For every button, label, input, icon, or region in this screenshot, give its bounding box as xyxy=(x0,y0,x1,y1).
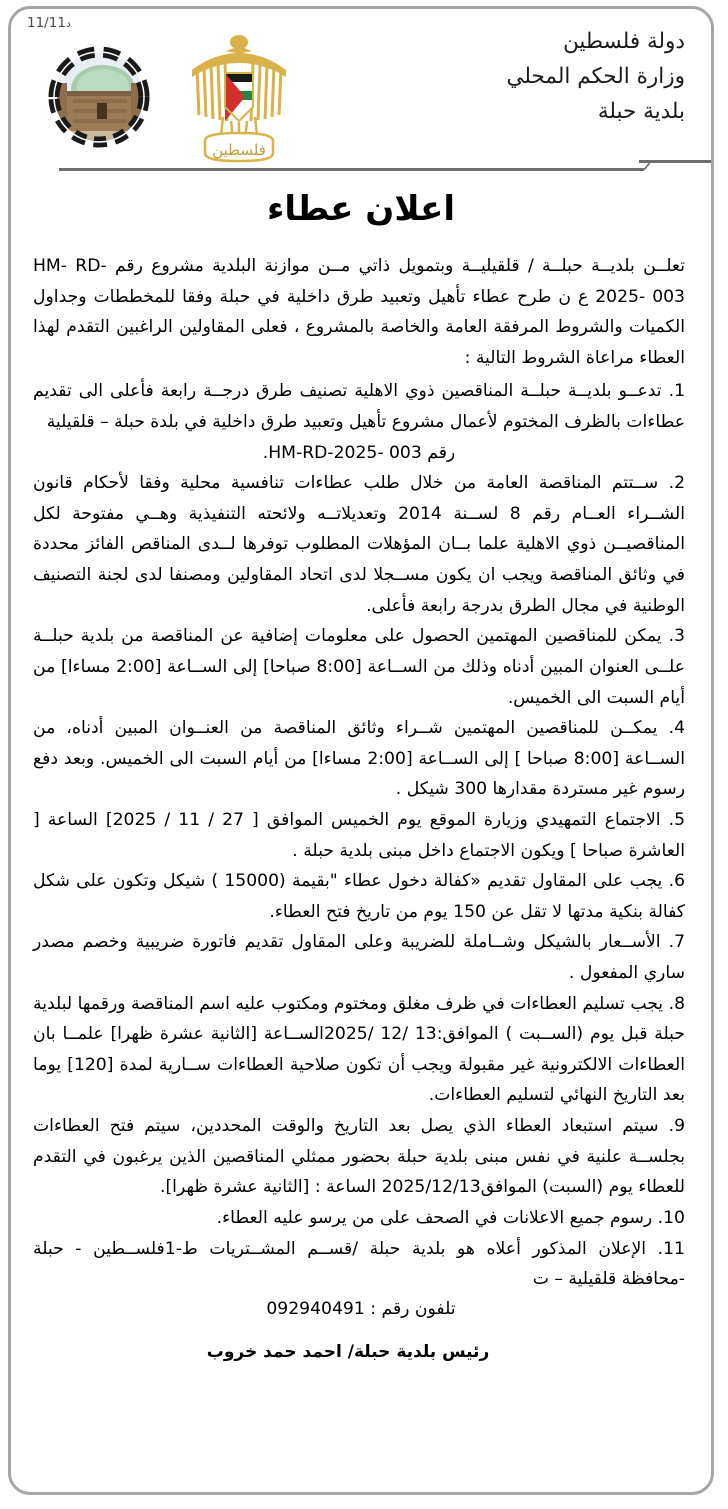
clause-9-text: سيتم استبعاد العطاء الذي يصل بعد التاريخ والوقت المحددين، سيتم فتح العطاءات بجلســة علنية في نفس مبنى بلدية حبلة بحضور ممثلي المناقصين الذين يرغبون في التقدم للعطاء يوم (السبت) الموافق2025/12/13 الساعة : [الثانية عشرة ظهرا]. xyxy=(33,1116,685,1198)
clause-1-number: 1. xyxy=(668,381,685,402)
habla-municipality-logo-icon xyxy=(33,31,165,163)
clause-10 xyxy=(33,1203,685,1234)
page-title: اعلان عطاء xyxy=(266,189,456,229)
clause-11-number: 11. xyxy=(657,1238,685,1259)
palestine-eagle-emblem-icon xyxy=(187,29,291,169)
clause-2-text: ســتتم المناقصة العامة من خلال طلب عطاءات تنافسية محلية وفقا لأحكام قانون الشــراء العــام رقم 8 لســنة 2014 وتعديلاتــه ولائحته التنفيذية وهــي مفتوحة لكل المناقصيــن ذوي الاهلية علما بــان المؤهلات المطلوب توفرها لــدى المناقص الفائز محددة في وثائق المناقصة ويجب ان يكون مســجلا لدى اتحاد المقاولين ومصنفا لدى لجنة التصنيف الوطنية في مجال الطرق بدرجة رابعة فأعلى. xyxy=(33,473,686,616)
clause-10-text: رسوم جميع الاعلانات في الصحف على من يرسو عليه العطاء. xyxy=(216,1207,653,1228)
clause-4 xyxy=(33,713,685,805)
divider-segment-left xyxy=(59,168,644,171)
eagle-scroll-text: فلسطين xyxy=(212,141,266,159)
ministry-heading xyxy=(506,25,685,129)
page-marker-suffix: د xyxy=(65,17,71,30)
clause-9-number: 9. xyxy=(668,1116,685,1137)
clause-11 xyxy=(33,1234,685,1295)
clause-3 xyxy=(33,621,685,713)
signature-line: رئيس بلدية حبلة/ احمد حمد خروب xyxy=(206,1341,490,1362)
intro-paragraph: تعلــن بلديــة حبلــة / قلقيليــة وبتمويل ذاتي مــن موازنة البلدية مشروع رقم HM- RD-2025- 003 ع ن طرح عطاء تأهيل وتعبيد طرق داخلية في حبلة وفقا للمخططات وجداول الكميات والشروط المرفقة العامة والخاصة بالمشروع ، فعلى المقاولين الراغبين التقدم لهذا العطاء مراعاة الشروط التالية : xyxy=(33,256,685,368)
clause-6-text: يجب على المقاول تقديم «كفالة دخول عطاء "بقيمة (15000 ) شيكل وتكون على شكل كفالة بنكية مدتها لا تقل عن 150 يوم من تاريخ فتح العطاء. xyxy=(33,871,685,922)
clause-4-text: يمكــن للمناقصين المهتمين شــراء وثائق المناقصة من العنــوان المبين أدناه، من الســاعة [8:00 صباحا ] إلى الســاعة [2:00 مساءا] من أيام السبت الى الخميس. وبعد دفع رسوم غير مستردة مقدارها 300 شيكل . xyxy=(33,718,685,800)
ministry-name: وزارة الحكم المحلي xyxy=(506,63,685,89)
header-divider xyxy=(11,159,711,175)
clause-11-text: الإعلان المذكور أعلاه هو بلدية حبلة /قســم المشــتريات ط-1فلســطين - حبلة -محافظة قلقيلية – ت xyxy=(33,1238,685,1290)
clause-7-number: 7. xyxy=(668,932,685,953)
page-marker-number: 11/11 xyxy=(27,15,66,31)
clause-1 xyxy=(33,376,685,437)
clause-10-number: 10. xyxy=(657,1207,685,1228)
clause-8-text: يجب تسليم العطاءات في ظرف مغلق ومختوم ومكتوب عليه اسم المناقصة ورقمها لبلدية حبلة قبل يوم (الســبت ) الموافق:13 /12 /2025الســاعة [الثانية عشرة ظهرا] علمــا بان العطاءات الالكترونية غير مقبولة ويجب أن تكون صلاحية العطاءات ســارية لمدة [120] يوما بعد التاريخ النهائي لتسليم العطاءات. xyxy=(33,993,685,1106)
clause-4-number: 4. xyxy=(668,718,685,739)
clause-1-text: تدعــو بلديــة حبلــة المناقصين ذوي الاهلية تصنيف طرق درجــة رابعة فأعلى الى تقديم عطاءات بالظرف المختوم لأعمال مشروع تأهيل وتعبيد طرق داخلية في بلدة حبلة – قلقيلية xyxy=(33,381,685,433)
clause-8 xyxy=(33,989,685,1111)
clause-7 xyxy=(33,927,685,988)
clause-9 xyxy=(33,1111,685,1203)
clause-5-text: الاجتماع التمهيدي وزيارة الموقع يوم الخميس الموافق [ 27 / 11 / 2025] الساعة [ العاشرة صباحا ] ويكون الاجتماع داخل مبنى بلدية حبلة . xyxy=(33,809,685,861)
clause-3-text: يمكن للمناقصين المهتمين الحصول على معلومات إضافية عن المناقصة من بلدية حبلــة علــى العنوان المبين أدناه وذلك من الســاعة [8:00 صباحا] إلى الســاعة [2:00 مساءا] من أيام السبت الى الخميس. xyxy=(33,626,685,708)
clause-2 xyxy=(33,468,685,621)
clause-6-number: 6. xyxy=(668,871,685,892)
document-body xyxy=(11,251,711,1295)
clause-2-number: 2. xyxy=(668,473,685,494)
state-name: دولة فلسطين xyxy=(563,29,685,54)
project-reference-number: رقم 003 -HM-RD-2025. xyxy=(262,442,456,463)
clause-5 xyxy=(33,805,685,866)
clause-3-number: 3. xyxy=(668,626,685,647)
document-header xyxy=(11,9,711,159)
municipality-name: بلدية حبلة xyxy=(597,98,685,124)
tender-announcement-page xyxy=(8,6,714,1495)
clause-8-number: 8. xyxy=(668,993,685,1014)
clause-6 xyxy=(33,866,685,927)
contact-phone: تلفون رقم : 092940491 xyxy=(266,1298,456,1319)
clause-5-number: 5. xyxy=(668,809,686,830)
clause-7-text: الأســعار بالشيكل وشــاملة للضريبة وعلى المقاول تقديم فاتورة ضريبية وخصم مصدر ساري المفعول . xyxy=(33,932,685,984)
